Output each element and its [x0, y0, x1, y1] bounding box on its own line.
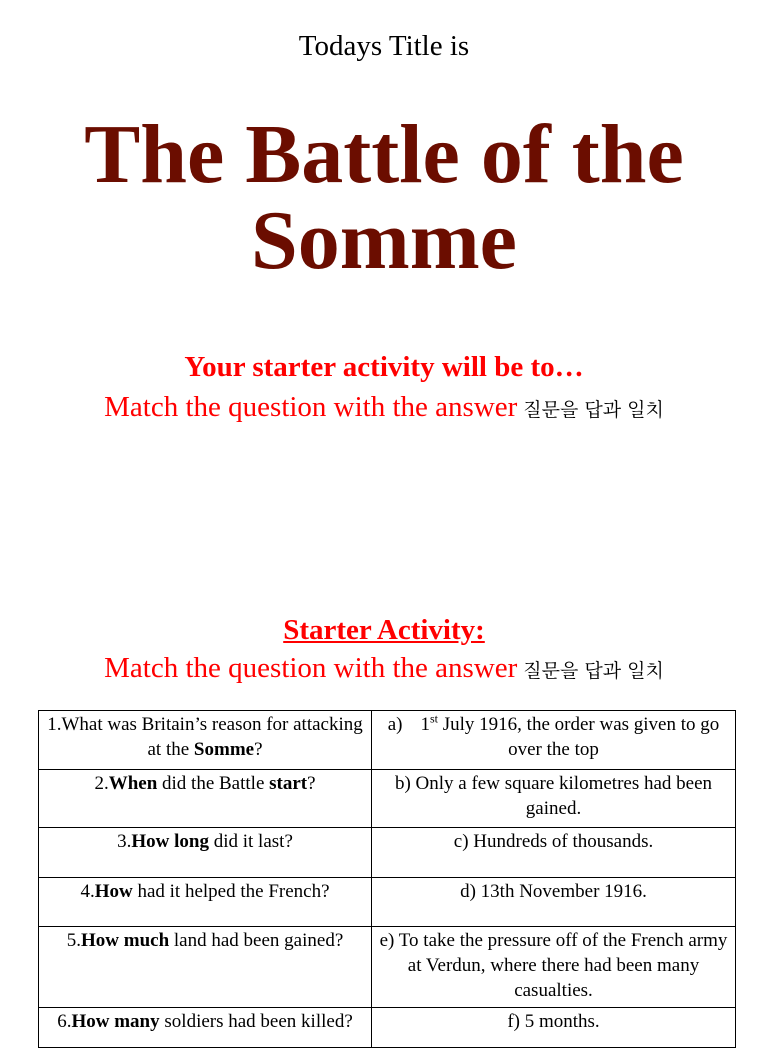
question-text: 1.What was Britain’s reason for attacking at the: [47, 714, 363, 760]
activity-instruction: [0, 650, 768, 689]
question-text-middle: did the Battle: [157, 773, 270, 794]
starter-instruction-text: Match the question with the answer: [104, 391, 518, 423]
question-cell: [39, 770, 372, 828]
activity-instruction-text: Match the question with the answer: [104, 652, 518, 684]
starter-instruction-korean: 질문을 답과 일치: [523, 399, 664, 421]
table-row: [39, 878, 736, 927]
answer-cell: [372, 828, 736, 878]
question-text: 3.: [117, 831, 132, 852]
question-text-end: had it helped the French?: [132, 881, 330, 902]
table-row: [39, 770, 736, 828]
question-text-end: land had been gained?: [169, 930, 344, 951]
answer-text: b) Only a few square kilometres had been gained.: [394, 773, 713, 819]
question-cell: [39, 828, 372, 878]
table-row: [39, 1008, 736, 1048]
matching-table: [38, 710, 736, 1048]
pre-title: Todays Title is: [298, 30, 470, 62]
question-text-end: ?: [307, 773, 316, 794]
question-keyword: How: [94, 881, 133, 902]
answer-cell: [372, 878, 736, 927]
question-text-end: soldiers had been killed?: [159, 1011, 353, 1032]
page-title: [0, 108, 768, 287]
answer-cell: [372, 770, 736, 828]
question-keyword: How long: [131, 831, 209, 852]
question-text-end: did it last?: [208, 831, 293, 852]
question-text: 4.: [80, 881, 95, 902]
answer-text: c) Hundreds of thousands.: [453, 831, 654, 852]
question-cell: [39, 878, 372, 927]
question-text: 2.: [94, 773, 109, 794]
answer-cell: [372, 927, 736, 1008]
question-keyword: Somme: [193, 739, 255, 760]
answer-ordinal-number: 1: [420, 714, 430, 735]
starter-instruction: [0, 389, 768, 428]
question-cell: [39, 1008, 372, 1048]
table-row: [39, 711, 736, 770]
table-row: [39, 828, 736, 878]
title-line-2: Somme: [251, 194, 517, 287]
answer-label: a): [387, 714, 403, 735]
activity-heading: Starter Activity:: [283, 614, 485, 646]
question-keyword: When: [108, 773, 158, 794]
table-row: [39, 927, 736, 1008]
activity-instruction-korean: 질문을 답과 일치: [523, 660, 664, 682]
question-cell: [39, 927, 372, 1008]
answer-text: d) 13th November 1916.: [460, 881, 647, 902]
answer-ordinal-suffix: st: [429, 711, 438, 726]
question-keyword-2: start: [269, 773, 308, 794]
question-text-end: ?: [254, 739, 263, 760]
answer-text: e) To take the pressure off of the French army at Verdun, where there had been many casualties.: [379, 930, 728, 1001]
question-text: 5.: [66, 930, 81, 951]
answer-cell: [372, 711, 736, 770]
question-text: 6.: [57, 1011, 72, 1032]
question-cell: [39, 711, 372, 770]
question-keyword: How many: [71, 1011, 160, 1032]
question-keyword: How much: [81, 930, 170, 951]
title-line-1: The Battle of the: [84, 108, 684, 201]
answer-cell: [372, 1008, 736, 1048]
answer-text: July 1916, the order was given to go over the top: [438, 714, 720, 760]
answer-text: f) 5 months.: [507, 1011, 600, 1032]
starter-heading: Your starter activity will be to…: [184, 351, 584, 383]
